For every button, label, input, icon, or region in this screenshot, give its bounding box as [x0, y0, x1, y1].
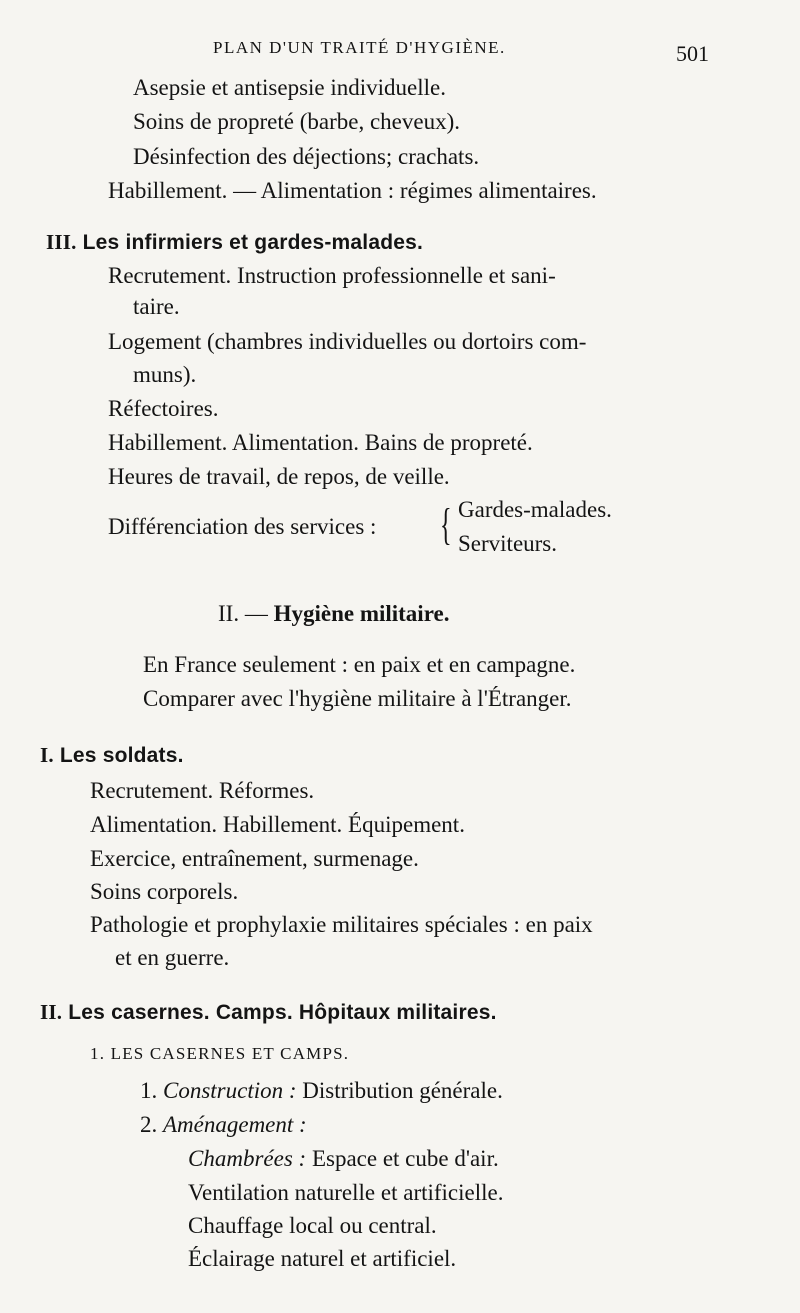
subsection-heading [90, 1040, 349, 1068]
text-line: Ventilation naturelle et artificielle. [188, 1180, 504, 1205]
item-label: Chambrées : [188, 1146, 307, 1171]
subsection-title: LES CASERNES ET CAMPS. [110, 1044, 350, 1063]
text-line: Habillement. — Alimentation : régimes alimentaires. [108, 178, 597, 203]
text-line: Habillement. Alimentation. Bains de propreté. [108, 430, 533, 455]
item-number: 1. [140, 1078, 158, 1103]
text-line: Recrutement. Réformes. [90, 778, 315, 803]
section-title: Les infirmiers et gardes-malades. [82, 231, 424, 254]
text-line: Pathologie et prophylaxie militaires spéciales : en paix [90, 912, 593, 937]
text-line: Différenciation des services : [108, 514, 377, 539]
text-line: Alimentation. Habillement. Équipement. [90, 812, 465, 837]
subsection-numeral: 1. [90, 1044, 106, 1063]
text-line: Chauffage local ou central. [188, 1213, 437, 1238]
text-line: Comparer avec l'hygiène militaire à l'Étranger. [143, 686, 572, 711]
text-line: Recrutement. Instruction professionnelle et sani- [108, 263, 556, 288]
text-line: Éclairage naturel et artificiel. [188, 1246, 457, 1271]
text-line: Soins corporels. [90, 879, 239, 904]
section-numeral: III. [46, 230, 77, 254]
text-line: Soins de propreté (barbe, cheveux). [133, 109, 460, 134]
item-label: Aménagement : [163, 1112, 307, 1137]
text-line [188, 1145, 499, 1173]
item-number: 2. [140, 1112, 158, 1137]
text-line: En France seulement : en paix et en campagne. [143, 652, 576, 677]
text-line [140, 1111, 307, 1139]
brace-option: Gardes-malades. [458, 497, 612, 522]
section-heading [40, 998, 497, 1027]
text-line: Asepsie et antisepsie individuelle. [133, 75, 446, 100]
text-line: Réfectoires. [108, 396, 219, 421]
text-line: Exercice, entraînement, surmenage. [90, 846, 419, 871]
text-line: Logement (chambres individuelles ou dortoirs com- [108, 329, 587, 354]
brace-option: Serviteurs. [458, 531, 558, 556]
part-title: Hygiène militaire. [273, 601, 450, 626]
section-heading [46, 228, 423, 257]
section-title: Les soldats. [59, 744, 184, 767]
text-line: taire. [133, 294, 180, 319]
item-label: Construction : [163, 1078, 297, 1103]
section-numeral: II. [40, 1000, 63, 1024]
text-line: Heures de travail, de repos, de veille. [108, 464, 450, 489]
text-line: et en guerre. [115, 945, 230, 970]
section-numeral: I. [40, 743, 54, 767]
section-heading [40, 741, 184, 770]
text-line [140, 1077, 503, 1105]
text-line: muns). [133, 362, 197, 387]
item-text: Espace et cube d'air. [311, 1146, 499, 1171]
brace-glyph: { [440, 500, 452, 549]
item-text: Distribution générale. [302, 1078, 503, 1103]
part-numeral: II. — [218, 601, 268, 626]
part-heading [218, 600, 449, 628]
text-line: Désinfection des déjections; crachats. [133, 144, 480, 169]
section-title: Les casernes. Camps. Hôpitaux militaires. [68, 1001, 497, 1024]
running-title: PLAN D'UN TRAITÉ D'HYGIÈNE. [213, 38, 506, 57]
page-number: 501 [676, 41, 709, 66]
